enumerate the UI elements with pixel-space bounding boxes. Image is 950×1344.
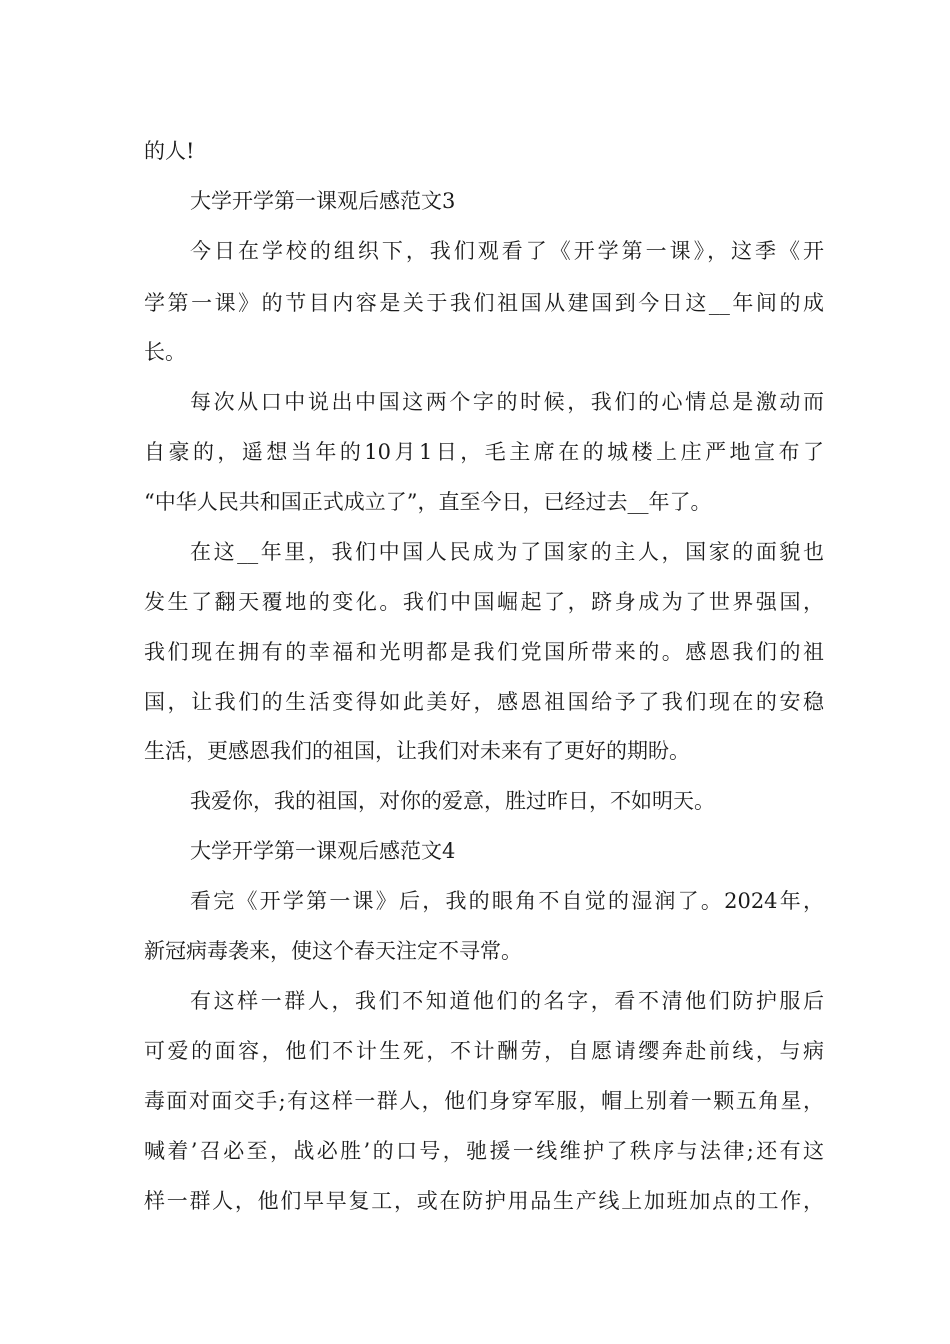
text-line-10: 发生了翻天覆地的变化。我们中国崛起了，跻身成为了世界强国， bbox=[144, 590, 824, 614]
text-line-6: 每次从口中说出中国这两个字的时候，我们的心情总是激动而 bbox=[190, 390, 824, 414]
text-line-8: “中华人民共和国正式成立了”，直至今日，已经过去__年了。 bbox=[144, 490, 712, 514]
text-line-16: 看完《开学第一课》后，我的眼角不自觉的湿润了。2024年， bbox=[190, 889, 824, 913]
text-line-20: 毒面对面交手;有这样一群人，他们身穿军服，帽上别着一颗五角星， bbox=[144, 1089, 824, 1113]
text-line-4: 学第一课》的节目内容是关于我们祖国从建国到今日这__年间的成 bbox=[144, 291, 824, 315]
text-line-3: 今日在学校的组织下，我们观看了《开学第一课》，这季《开 bbox=[190, 239, 824, 263]
text-line-9: 在这__年里，我们中国人民成为了国家的主人，国家的面貌也 bbox=[190, 540, 824, 564]
section-heading-4: 大学开学第一课观后感范文4 bbox=[190, 839, 456, 863]
text-line-21: 喊着’召必至，战必胜’的口号，驰援一线维护了秩序与法律;还有这 bbox=[144, 1139, 824, 1163]
text-line-12: 国，让我们的生活变得如此美好，感恩祖国给予了我们现在的安稳 bbox=[144, 690, 824, 714]
text-line-5: 长。 bbox=[144, 340, 186, 364]
text-line-11: 我们现在拥有的幸福和光明都是我们党国所带来的。感恩我们的祖 bbox=[144, 640, 824, 664]
text-line-1: 的人! bbox=[144, 139, 195, 163]
text-line-18: 有这样一群人，我们不知道他们的名字，看不清他们防护服后 bbox=[190, 989, 824, 1013]
text-line-14: 我爱你，我的祖国，对你的爱意，胜过昨日，不如明天。 bbox=[190, 789, 715, 813]
text-line-17: 新冠病毒袭来，使这个春天注定不寻常。 bbox=[144, 939, 522, 963]
text-line-22: 样一群人，他们早早复工，或在防护用品生产线上加班加点的工作， bbox=[144, 1189, 824, 1213]
text-line-7: 自豪的，遥想当年的10月1日，毛主席在的城楼上庄严地宣布了 bbox=[144, 440, 824, 464]
text-line-19: 可爱的面容，他们不计生死，不计酬劳，自愿请缨奔赴前线，与病 bbox=[144, 1039, 824, 1063]
section-heading-3: 大学开学第一课观后感范文3 bbox=[190, 189, 456, 213]
text-line-13: 生活，更感恩我们的祖国，让我们对未来有了更好的期盼。 bbox=[144, 739, 690, 763]
